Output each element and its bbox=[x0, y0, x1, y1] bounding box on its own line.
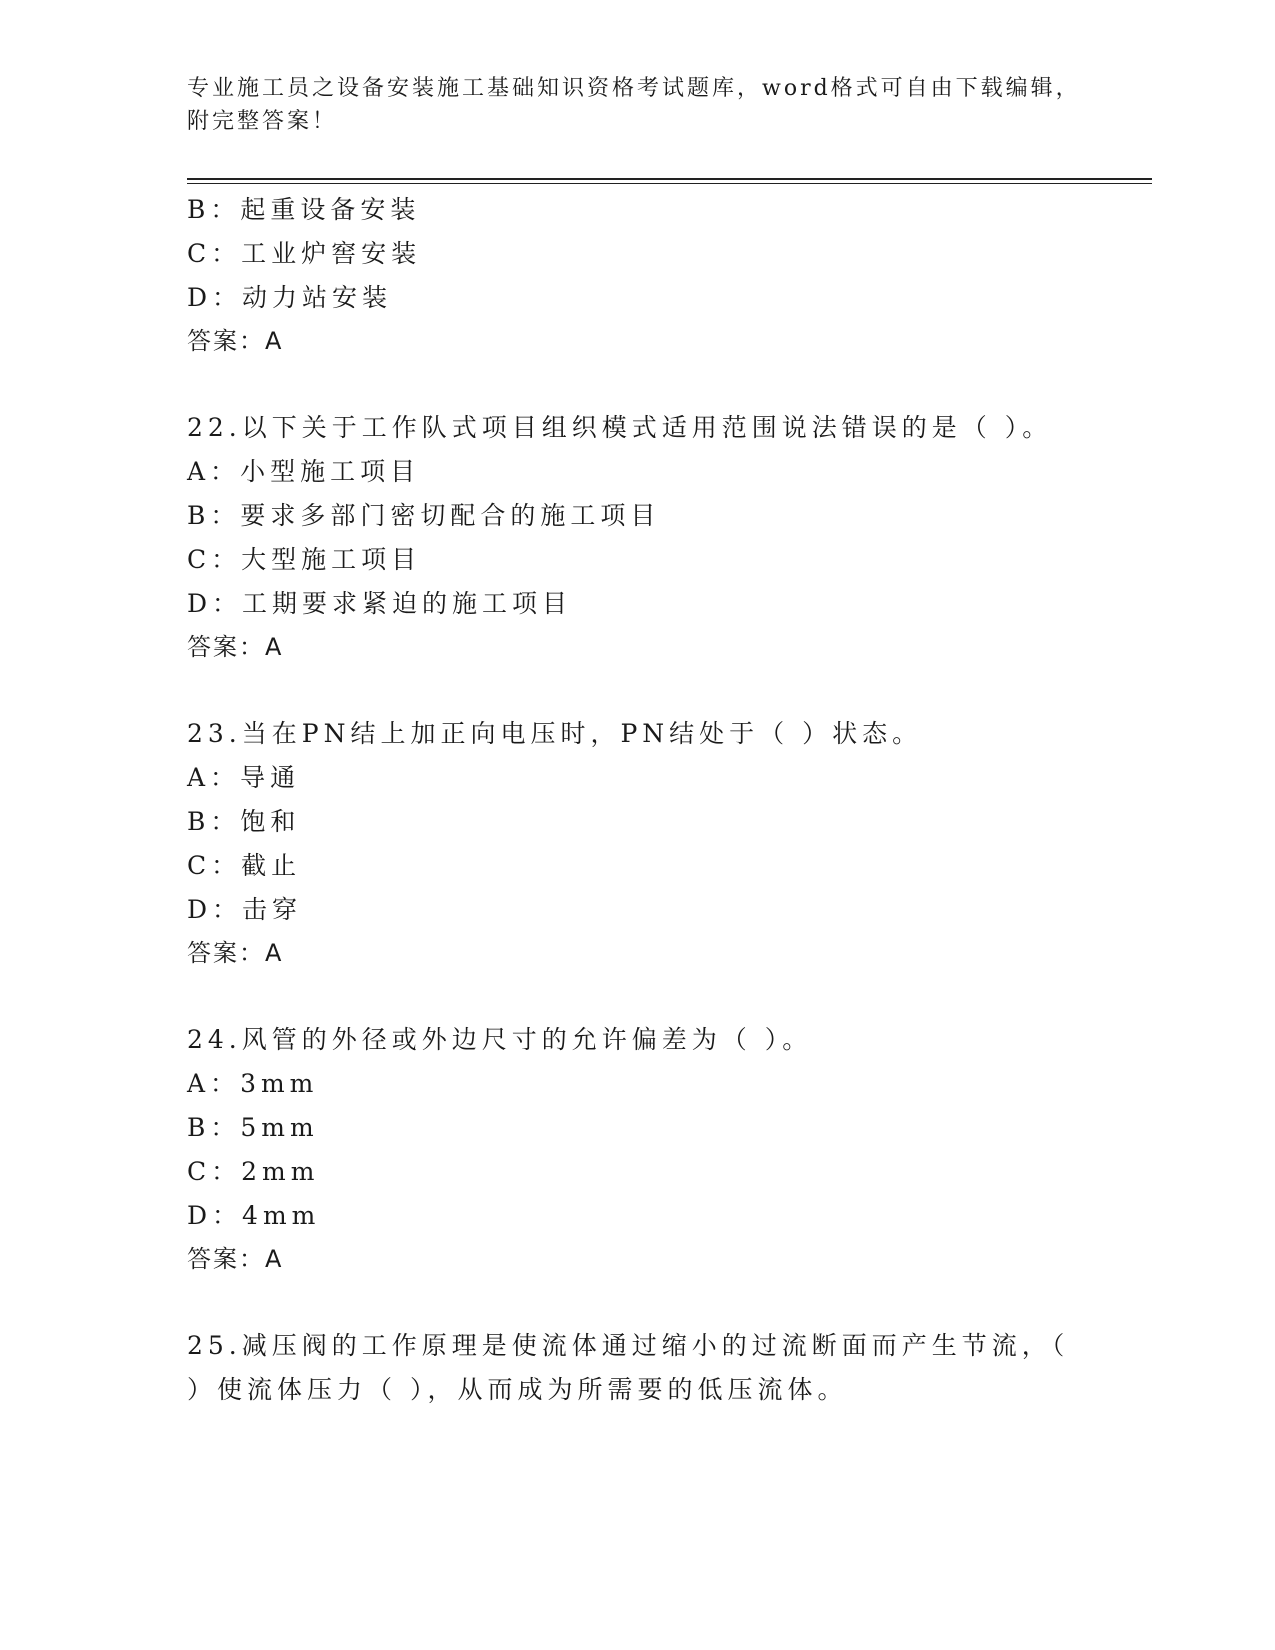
q22-option-c: C：大型施工项目 bbox=[187, 545, 422, 574]
document-header bbox=[187, 72, 1087, 138]
q23-option-b: B：饱和 bbox=[187, 807, 301, 836]
header-line-1: 专业施工员之设备安装施工基础知识资格考试题库，word格式可自由下载编辑， bbox=[187, 76, 1081, 101]
q23-option-d: D：击穿 bbox=[187, 895, 303, 924]
option-d: D：动力站安装 bbox=[187, 283, 393, 312]
option-c: C：工业炉窖安装 bbox=[187, 239, 422, 268]
question-25-line-2: ）使流体压力（ ），从而成为所需要的低压流体。 bbox=[187, 1375, 848, 1404]
q23-option-c: C：截止 bbox=[187, 851, 302, 880]
q24-option-a: A：3mm bbox=[187, 1069, 319, 1098]
question-22: 22.以下关于工作队式项目组织模式适用范围说法错误的是（ ）。 bbox=[187, 413, 1053, 442]
q22-option-d: D：工期要求紧迫的施工项目 bbox=[187, 589, 573, 618]
question-24: 24.风管的外径或外边尺寸的允许偏差为（ ）。 bbox=[187, 1025, 813, 1054]
q24-option-c: C：2mm bbox=[187, 1157, 320, 1186]
q22-answer: 答案：A bbox=[187, 633, 284, 661]
option-b: B：起重设备安装 bbox=[187, 195, 421, 224]
q24-answer: 答案：A bbox=[187, 1245, 284, 1273]
header-divider bbox=[187, 178, 1152, 180]
question-23: 23.当在PN结上加正向电压时，PN结处于（ ）状态。 bbox=[187, 719, 923, 748]
header-divider-thin bbox=[187, 183, 1152, 184]
q23-answer: 答案：A bbox=[187, 939, 284, 967]
q22-option-a: A：小型施工项目 bbox=[187, 457, 421, 486]
answer: 答案：A bbox=[187, 327, 284, 355]
q22-option-b: B：要求多部门密切配合的施工项目 bbox=[187, 501, 661, 530]
q24-option-d: D：4mm bbox=[187, 1201, 321, 1230]
q24-option-b: B：5mm bbox=[187, 1113, 319, 1142]
q23-option-a: A：导通 bbox=[187, 763, 301, 792]
question-25-line-1: 25.减压阀的工作原理是使流体通过缩小的过流断面而产生节流，（ bbox=[187, 1331, 1070, 1360]
header-line-2: 附完整答案！ bbox=[187, 109, 338, 134]
